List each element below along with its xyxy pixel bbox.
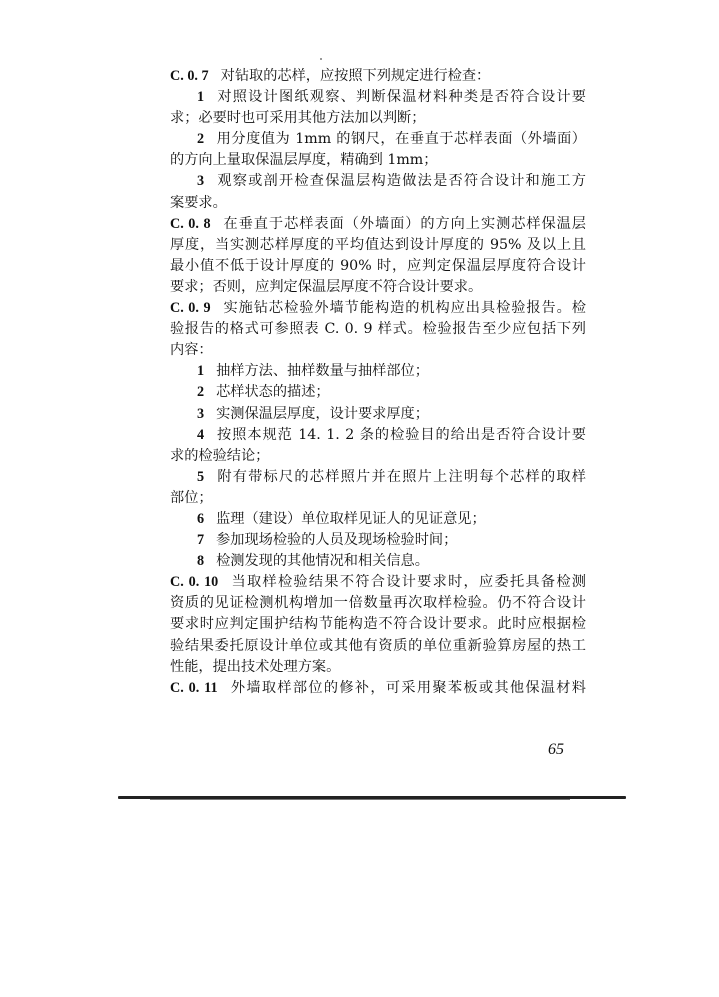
list-item-cont: 案要求。 (170, 194, 227, 211)
clause-label: C. 0. 9 (170, 300, 211, 317)
item-number: 1 (197, 363, 205, 380)
clause-c09 (170, 298, 586, 319)
clause-c07 (170, 66, 586, 87)
clause-label: C. 0. 10 (170, 574, 219, 591)
item-number: 2 (197, 384, 205, 401)
footer-rule-shadow (150, 799, 570, 800)
item-text: 观察或剖开检查保温层构造做法是否符合设计和施工方 (216, 173, 586, 190)
item-number: 2 (197, 131, 205, 148)
list-item (170, 425, 586, 446)
item-text: 对照设计图纸观察、判断保温材料种类是否符合设计要 (216, 89, 586, 106)
item-text: 芯样状态的描述； (216, 384, 330, 401)
item-text: 附有带标尺的芯样照片并在照片上注明每个芯样的取样 (216, 468, 586, 485)
paragraph-line: 要求时应判定围护结构节能构造不符合设计要求。此时应根据检 (170, 616, 586, 633)
item-text: 按照本规范 14. 1. 2 条的检验目的给出是否符合设计要 (216, 426, 586, 443)
list-item-cont: 求的检验结论； (170, 447, 270, 464)
paragraph-line: 内容： (170, 342, 213, 359)
list-item (170, 509, 586, 530)
list-item (170, 171, 586, 192)
list-item-cont: 部位； (170, 489, 213, 506)
clause-c011 (170, 678, 586, 699)
paragraph-line: 性能，提出技术处理方案。 (170, 658, 341, 675)
item-text: 参加现场检验的人员及现场检验时间； (216, 532, 458, 549)
clause-c08 (170, 214, 586, 235)
item-number: 6 (197, 510, 205, 527)
list-item (170, 87, 586, 108)
paragraph-line: 验结果委托原设计单位或其他有资质的单位重新验算房屋的热工 (170, 637, 586, 654)
clause-label: C. 0. 8 (170, 215, 211, 232)
list-item (170, 551, 586, 572)
paragraph-line: 最小值不低于设计厚度的 90% 时，应判定保温层厚度符合设计 (170, 257, 586, 274)
item-text: 抽样方法、抽样数量与抽样部位； (216, 363, 429, 380)
list-item-cont: 的方向上量取保温层厚度，精确到 1mm； (170, 152, 438, 169)
list-item (170, 129, 586, 150)
list-item (170, 530, 586, 551)
paragraph-line: 验报告的格式可参照表 C. 0. 9 样式。检验报告至少应包括下列 (170, 321, 586, 338)
list-item (170, 467, 586, 488)
list-item (170, 404, 586, 425)
clause-text: 对钻取的芯样，应按照下列规定进行检查： (220, 68, 491, 84)
item-number: 8 (197, 553, 205, 570)
page-number: 65 (548, 741, 564, 758)
item-number: 5 (197, 468, 205, 485)
item-number: 4 (197, 426, 205, 443)
document-body (170, 66, 586, 699)
item-number: 3 (197, 173, 205, 190)
item-number: 3 (197, 405, 205, 422)
clause-text: 在垂直于芯样表面（外墙面）的方向上实测芯样保温层 (222, 215, 586, 232)
paragraph-line: 资质的见证检测机构增加一倍数量再次取样检验。仍不符合设计 (170, 595, 586, 612)
clause-c010 (170, 572, 586, 593)
paragraph-line: 厚度，当实测芯样厚度的平均值达到设计厚度的 95% 及以上且 (170, 236, 586, 253)
clause-text: 外墙取样部位的修补，可采用聚苯板或其他保温材料 (229, 679, 586, 696)
item-text: 用分度值为 1mm 的钢尺，在垂直于芯样表面（外墙面） (216, 131, 586, 148)
item-number: 1 (197, 89, 205, 106)
list-item (170, 382, 586, 403)
clause-text: 实施钻芯检验外墙节能构造的机构应出具检验报告。检 (222, 300, 586, 317)
item-text: 监理（建设）单位取样见证人的见证意见； (216, 510, 486, 527)
paragraph-line: 要求；否则，应判定保温层厚度不符合设计要求。 (170, 278, 483, 295)
item-number: 7 (197, 532, 205, 549)
scan-speck (320, 58, 322, 60)
clause-label: C. 0. 11 (170, 679, 218, 696)
item-text: 检测发现的其他情况和相关信息。 (216, 553, 429, 570)
list-item (170, 361, 586, 382)
clause-label: C. 0. 7 (170, 68, 209, 84)
clause-text: 当取样检验结果不符合设计要求时，应委托具备检测 (230, 574, 586, 591)
item-text: 实测保温层厚度，设计要求厚度； (216, 405, 429, 422)
list-item-cont: 求；必要时也可采用其他方法加以判断； (170, 110, 426, 127)
